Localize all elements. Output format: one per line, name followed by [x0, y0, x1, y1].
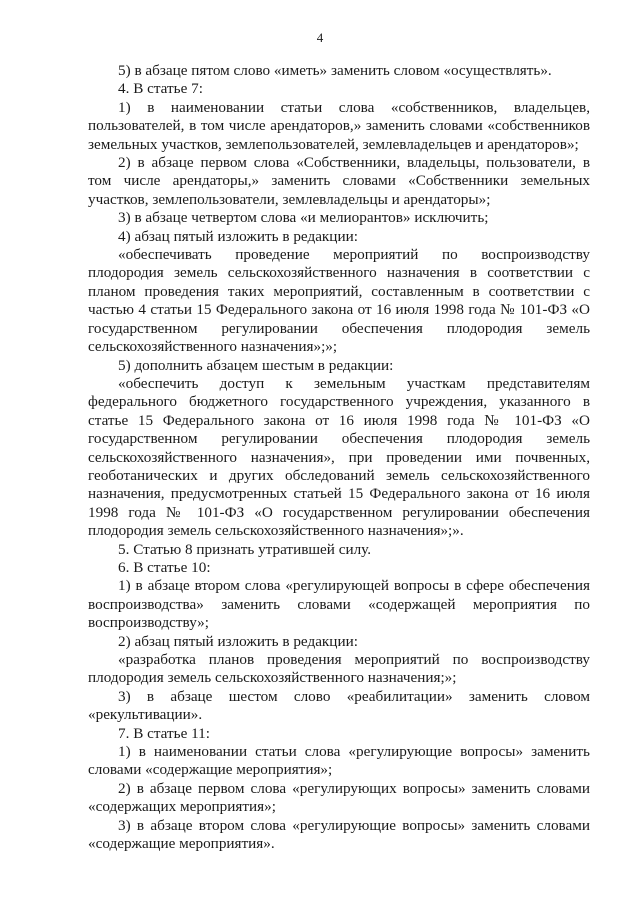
- paragraph-11: 6. В статье 10:: [118, 558, 211, 576]
- paragraph-9: «обеспечить доступ к земельным участкам представителям федерального бюджетного государственного учреждения, указанного в статье 15 Федерального закона от 16 июля 1998 года № 101-ФЗ «О государственном регулировании обеспечения плодородия земель сельскохозяйственного назначения», при проведении ими почвенных, геоботанических и других обследований земель сельскохозяйственного назначения, предусмотренных статьей 15 Федерального закона от 16 июля 1998 года № 101-ФЗ «О государственном регулировании обеспечения плодородия земель сельскохозяйственного назначения»;».: [88, 374, 590, 540]
- paragraph-19: 3) в абзаце втором слова «регулирующие вопросы» заменить словами «содержащие мероприятия».: [88, 816, 590, 853]
- paragraph-5: 3) в абзаце четвертом слова «и мелиорантов» исключить;: [118, 209, 489, 227]
- paragraph-14: «разработка планов проведения мероприятий по воспроизводству плодородия земель сельскохозяйственного назначения;»;: [88, 651, 590, 687]
- paragraph-2: 4. В статье 7:: [118, 80, 203, 98]
- paragraph-3: 1) в наименовании статьи слова «собственников, владельцев, пользователей, в том числе арендаторов,» заменить словами «собственников земельных участков, землепользователей, землевладельцев и арендаторов»;: [88, 98, 590, 153]
- paragraph-10: 5. Статью 8 признать утратившей силу.: [118, 540, 372, 558]
- paragraph-8: 5) дополнить абзацем шестым в редакции:: [118, 356, 394, 374]
- paragraph-7: «обеспечивать проведение мероприятий по воспроизводству плодородия земель сельскохозяйственного назначения в соответствии с планом проведения таких мероприятий, составленным в соответствии с частью 4 статьи 15 Федерального закона от 16 июля 1998 года № 101-ФЗ «О государственном регулировании обеспечения плодородия земель сельскохозяйственного назначения»;»;: [88, 246, 590, 356]
- page-number: 4: [316, 30, 324, 45]
- paragraph-18: 2) в абзаце первом слова «регулирующих вопросы» заменить словами «содержащих мероприятия»;: [88, 779, 590, 816]
- paragraph-17: 1) в наименовании статьи слова «регулирующие вопросы» заменить словами «содержащие мероприятия»;: [88, 743, 590, 779]
- paragraph-4: 2) в абзаце первом слова «Собственники, владельцы, пользователи, в том числе арендаторы,» заменить словами «Собственники земельных участков, землепользователи, землевладельцы и арендаторы»;: [88, 154, 590, 208]
- paragraph-16: 7. В статье 11:: [118, 724, 210, 742]
- paragraph-1: 5) в абзаце пятом слово «иметь» заменить словом «осуществлять».: [118, 62, 552, 79]
- paragraph-6: 4) абзац пятый изложить в редакции:: [118, 227, 358, 245]
- paragraph-13: 2) абзац пятый изложить в редакции:: [118, 632, 358, 650]
- paragraph-15: 3) в абзаце шестом слово «реабилитации» заменить словом «рекультивации».: [88, 687, 590, 724]
- document-body: [88, 62, 590, 853]
- paragraph-12: 1) в абзаце втором слова «регулирующей вопросы в сфере обеспечения воспроизводства» заменить словами «содержащей мероприятия по воспроизводству»;: [88, 577, 590, 632]
